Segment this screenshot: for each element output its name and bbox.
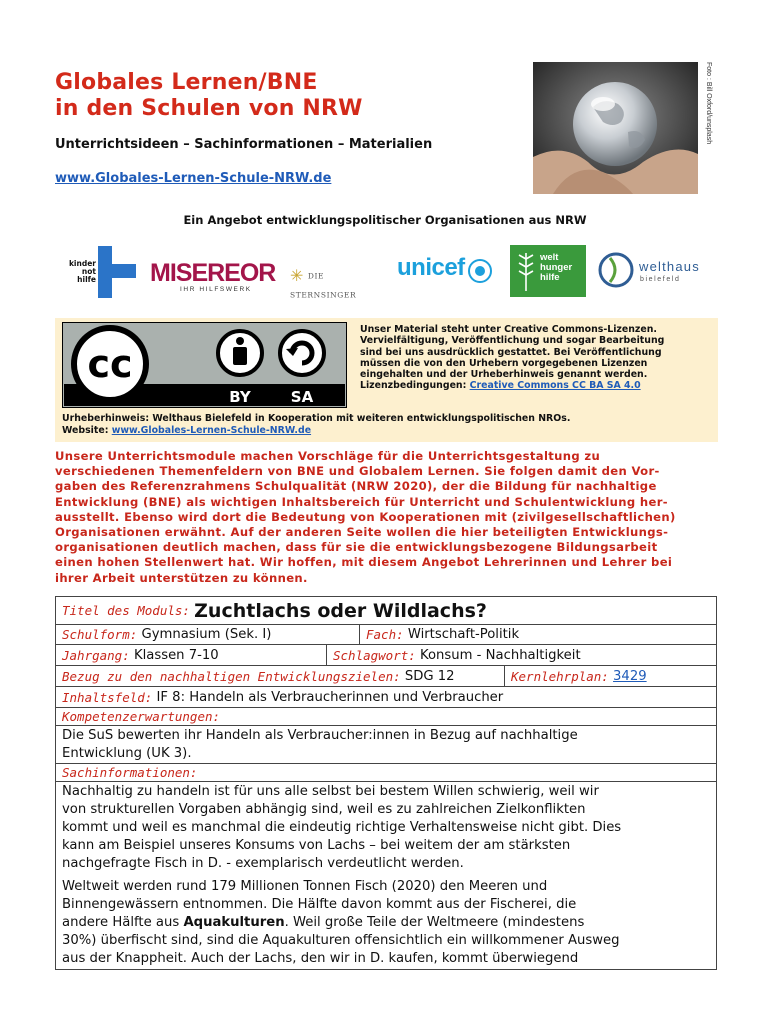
module-table [55, 596, 717, 970]
sdg-value: SDG 12 [404, 668, 455, 684]
sachinfo-paragraph-1 [56, 783, 716, 873]
page-title [55, 70, 363, 122]
sa-badge-text: SA [290, 388, 314, 406]
license-link[interactable]: Creative Commons CC BA SA 4.0 [469, 380, 641, 392]
logo-text: IHR HILFSWERK [180, 286, 252, 293]
logo-welthaus [598, 250, 716, 294]
intro-line: einen hohen Stellenwert hat. Wir hoffen, mit diesem Angebot Lehrerinnen und Lehrer bei [55, 555, 673, 570]
offer-line: Ein Angebot entwicklungspolitischer Organisationen aus NRW [183, 213, 587, 227]
website-label: Website: [62, 425, 109, 436]
subtitle: Unterrichtsideen – Sachinformationen – Materialien [55, 137, 433, 152]
license-conditions-label: Lizenzbedingungen: [360, 380, 467, 392]
intro-line: verschiedenen Themenfeldern von BNE und Globalem Lernen. Sie folgen damit den Vor- [55, 464, 660, 479]
sachinfo-line: nachgefragte Fisch in D. - exemplarisch verdeutlicht werden. [62, 856, 464, 871]
license-line: Vervielfältigung, Veröffentlichung und sogar Bearbeitung [360, 335, 665, 347]
schlagwort-value: Konsum - Nachhaltigkeit [420, 647, 581, 663]
sachinfo-line: Weltweit werden rund 179 Millionen Tonnen Fisch (2020) den Meeren und [62, 879, 548, 894]
logo-text: unicef [397, 254, 465, 281]
unicef-globe-icon [467, 258, 493, 284]
sachinfo-line: kommt und weil es manchmal die eindeutig richtige Verhaltensweise nicht gibt. Dies [62, 820, 622, 835]
star-icon: ✳ [290, 268, 304, 285]
title-label: Titel des Moduls: [62, 603, 190, 618]
title-line-1: Globales Lernen/BNE [55, 70, 318, 95]
row-kompetenz-label [56, 708, 716, 726]
logo-misereor [150, 260, 275, 300]
intro-line: gaben des Referenzrahmens Schulqualität (NRW 2020), der die Bildung für nachhaltige [55, 479, 657, 494]
sdg-label: Bezug zu den nachhaltigen Entwicklungszielen: [62, 668, 401, 684]
sachinfo-line: kann am Beispiel unseres Konsums von Lachs – bei weitem der am stärksten [62, 838, 571, 853]
sachinfo-line [62, 914, 710, 932]
sachinfo-paragraph-2 [56, 878, 716, 968]
logo-text: welthaus [639, 259, 700, 274]
row-title [56, 597, 716, 625]
schulform-label: Schulform: [62, 627, 138, 642]
license-line: sind bei uns ausdrücklich gestattet. Bei Veröffentlichung [360, 346, 662, 358]
jahrgang-label: Jahrgang: [62, 647, 130, 663]
logo-text: MISEREOR [150, 259, 276, 287]
cc-by-sa-badge [62, 322, 347, 408]
jahrgang-value: Klassen 7-10 [133, 647, 219, 663]
attribution-website-link[interactable]: www.Globales-Lernen-Schule-NRW.de [111, 425, 312, 436]
attribution-text: Urheberhinweis: Welthaus Bielefeld in Kooperation mit weiteren entwicklungspolitischen NROs. [62, 413, 571, 424]
license-line: müssen die von den Urhebern vorgegebenen Lizenzen [360, 357, 648, 369]
intro-line: Unsere Unterrichtsmodule machen Vorschläge für die Unterrichtsgestaltung zu [55, 449, 601, 463]
intro-paragraph [55, 449, 715, 586]
logo-text: welt [540, 252, 559, 263]
sachinfo-label: Sachinformationen: [62, 765, 198, 780]
row-sdg [56, 666, 716, 687]
sachinfo-line: Binnengewässern entnommen. Die Hälfte davon kommt aus der Fischerei, die [62, 897, 577, 912]
kompetenz-line: Die SuS bewerten ihr Handeln als Verbraucher:innen in Bezug auf nachhaltige [62, 728, 578, 743]
row-kompetenz [56, 726, 716, 764]
logo-kindernothilfe [68, 244, 138, 300]
intro-line: Organisationen erwähnt. Auf der anderen Seite wollen die hier beteiligten Entwicklungs- [55, 525, 669, 540]
logo-text: DIE STERNSINGER [290, 271, 357, 300]
sachinfo-line: von strukturellen Vorgaben abhängig sind, weil es zu zahlreichen Zielkonflikten [62, 802, 586, 817]
logo-text: hunger [540, 262, 573, 273]
sachinfo-line: Nachhaltig zu handeln ist für uns alle selbst bei bestem Willen schwierig, weil wir [62, 784, 599, 799]
website-link[interactable]: www.Globales-Lernen-Schule-NRW.de [55, 171, 332, 186]
intro-line: organisationen deutlich machen, dass für sie die entwicklungsbezogene Bildungsarbeit [55, 540, 658, 555]
kernlehrplan-link[interactable]: 3429 [613, 668, 647, 684]
license-text [360, 324, 710, 392]
globe-hands-photo [533, 62, 698, 194]
kompetenz-label: Kompetenzerwartungen: [62, 709, 221, 724]
module-title: Zuchtlachs oder Wildlachs? [194, 599, 487, 622]
logo-text: hilfe [77, 275, 96, 284]
kompetenz-line: Entwicklung (UK 3). [62, 746, 192, 761]
wheat-icon [513, 247, 539, 295]
logo-text: kinder [68, 259, 96, 268]
sachinfo-text: andere Hälfte aus [62, 915, 180, 930]
sachinfo-line: 30%) überfischt sind, sind die Aquakulturen offensichtlich ein willkommener Ausweg [62, 933, 620, 948]
row-schulform [56, 625, 716, 645]
inhaltsfeld-value: IF 8: Handeln als Verbraucherinnen und Verbraucher [156, 689, 504, 705]
logo-text: bielefeld [640, 276, 681, 283]
logo-unicef [397, 254, 497, 290]
kernlehrplan-label: Kernlehrplan: [511, 668, 609, 684]
title-line-2: in den Schulen von NRW [55, 96, 363, 121]
schlagwort-label: Schlagwort: [333, 647, 416, 663]
sachinfo-line: aus der Knappheit. Auch der Lachs, den wir in D. kaufen, kommt überwiegend [62, 951, 579, 966]
welthaus-globe-icon [598, 250, 636, 290]
intro-line: ausstellt. Ebenso wird dort die Bedeutung von Kooperationen mit (zivilgesellschaftlichen) [55, 509, 676, 524]
aquakulturen-term: Aquakulturen [183, 915, 285, 930]
logo-text: not [81, 267, 96, 276]
photo-credit: Foto : Bill Oxford/unsplash [705, 62, 712, 145]
cc-badge-text: cc [87, 342, 133, 386]
by-badge-text: BY [229, 388, 251, 406]
license-line [360, 380, 710, 391]
row-sachinfo-label [56, 764, 716, 782]
sachinfo-text: . Weil große Teile der Weltmeere (mindestens [284, 915, 585, 930]
logo-sternsinger [290, 266, 390, 300]
logo-welthungerhilfe [510, 245, 586, 297]
fach-value: Wirtschaft-Politik [407, 627, 520, 642]
row-jahrgang [56, 645, 716, 666]
schulform-value: Gymnasium (Sek. I) [141, 627, 272, 642]
license-line: eingehalten und der Urheberhinweis genannt werden. [360, 369, 648, 381]
row-inhaltsfeld [56, 687, 716, 708]
inhaltsfeld-label: Inhaltsfeld: [62, 689, 153, 705]
intro-line: Entwicklung (BNE) als wichtigen Inhaltsbereich für Unterricht und Schulentwicklung her- [55, 494, 668, 509]
attribution [62, 413, 570, 437]
logo-text: hilfe [540, 272, 560, 283]
license-line: Unser Material steht unter Creative Commons-Lizenzen. [360, 324, 657, 335]
fach-label: Fach: [366, 627, 404, 642]
intro-line: ihrer Arbeit unterstützen zu können. [55, 570, 308, 585]
